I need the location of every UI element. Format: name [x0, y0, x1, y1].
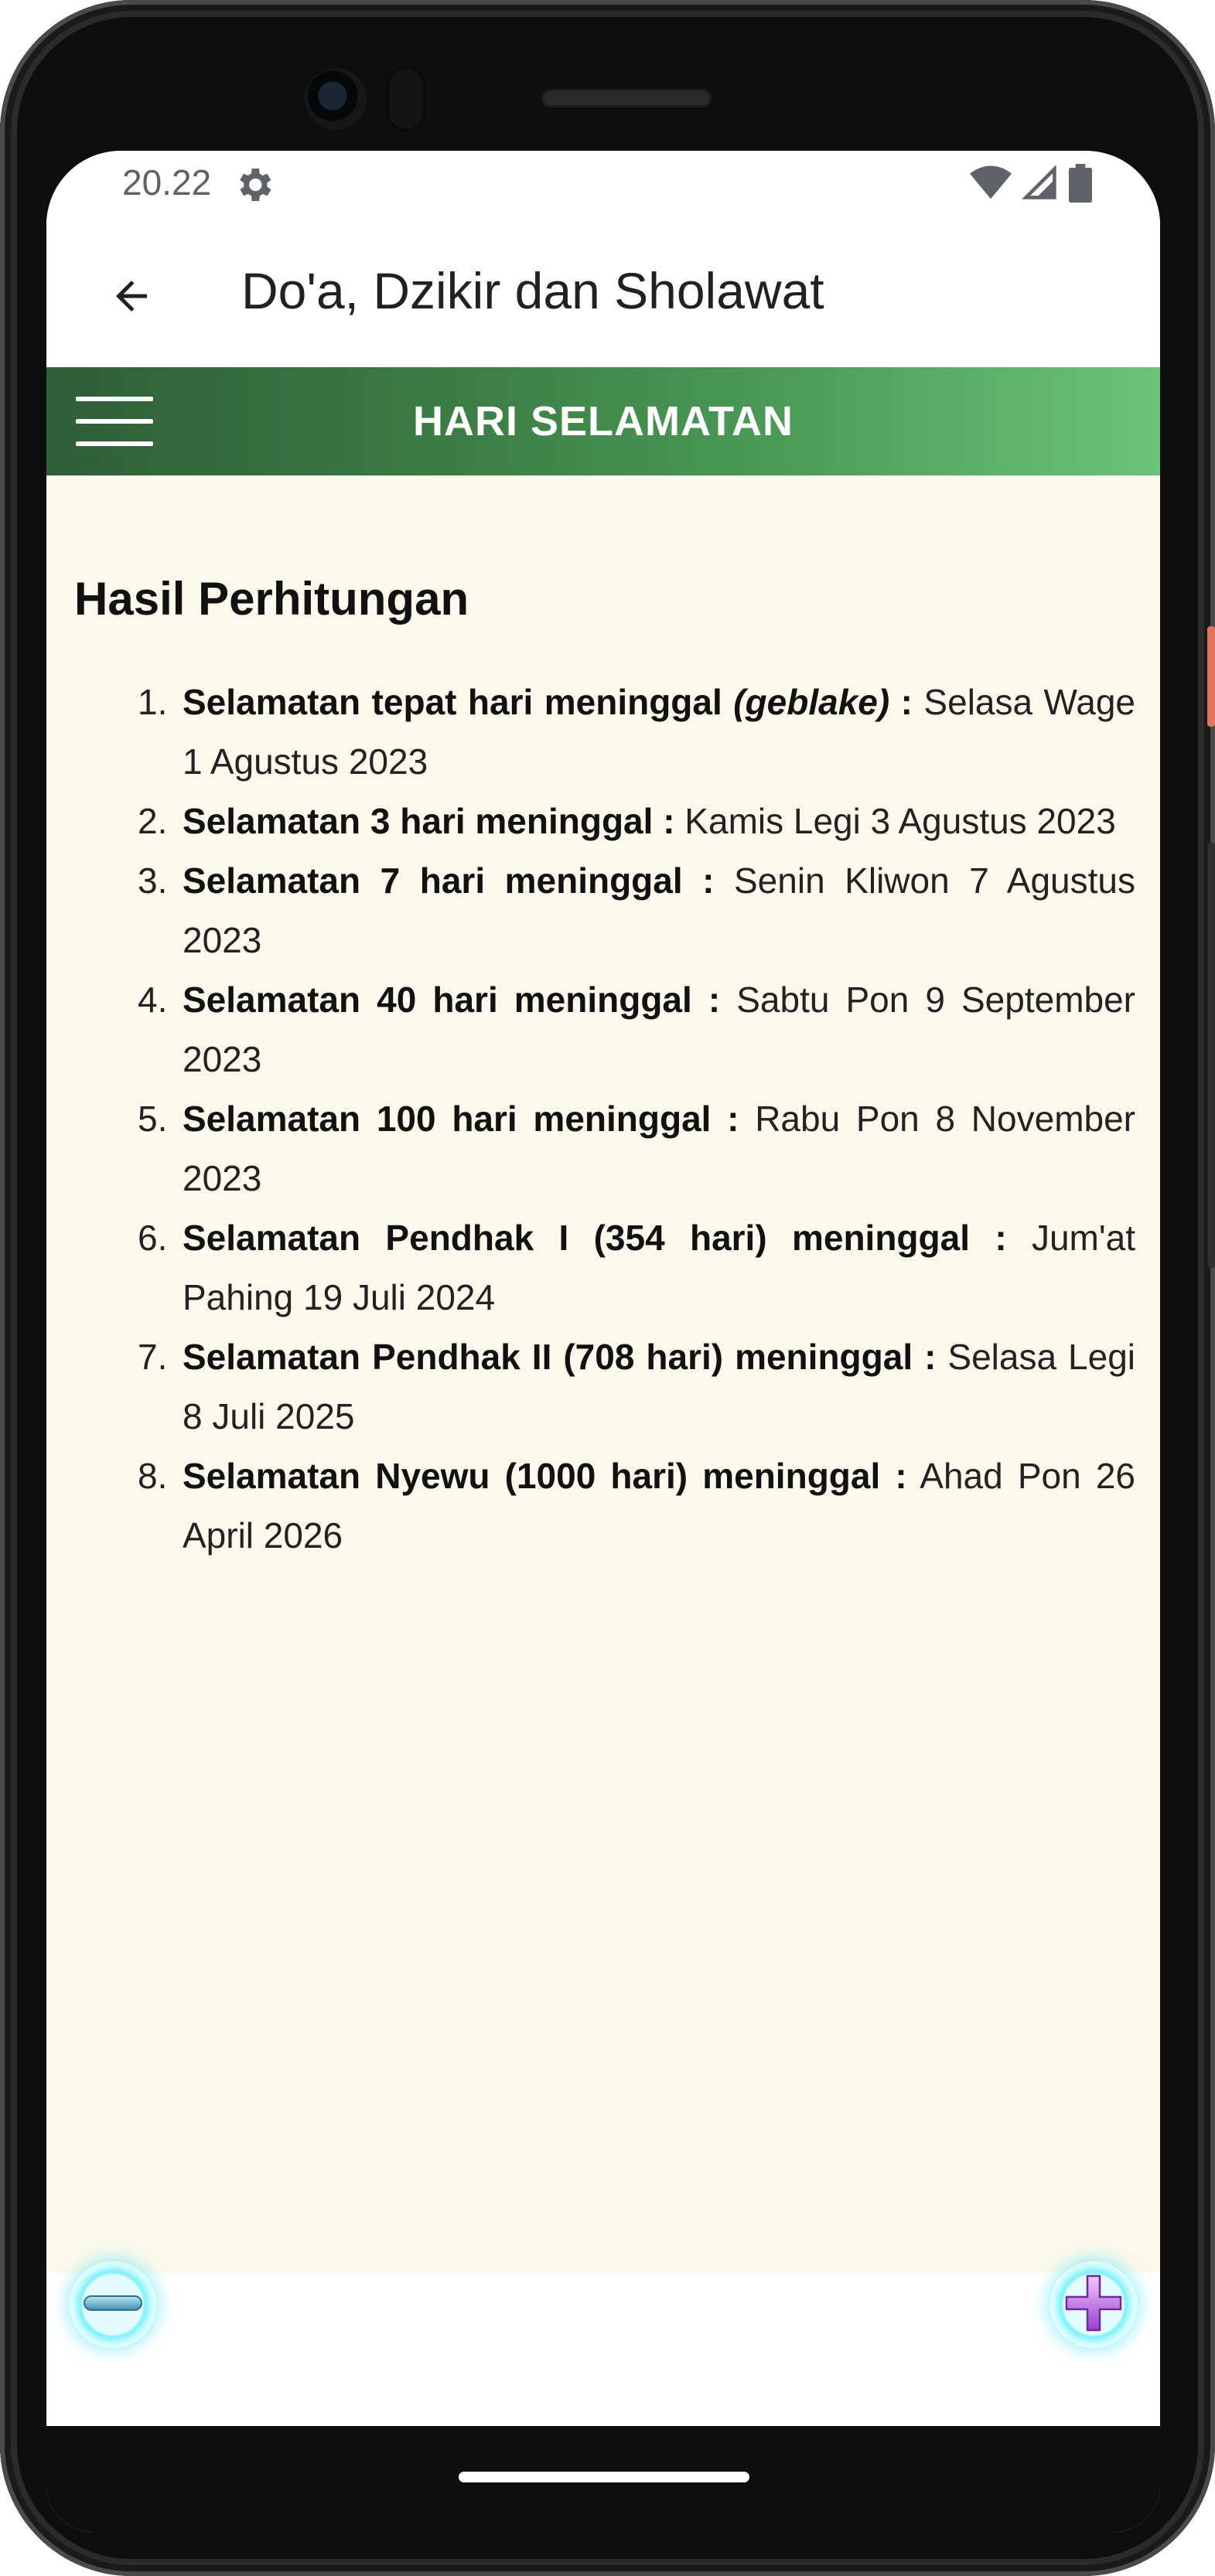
- list-item: [46, 1208, 1160, 1327]
- item-number: 4.: [138, 980, 168, 1020]
- list-item: [46, 1327, 1160, 1446]
- screen: [46, 151, 1160, 2532]
- item-label: Selamatan 3 hari meninggal :: [183, 801, 675, 841]
- minus-icon: [82, 2291, 144, 2319]
- item-date: Senin Kliwon 7 Agustus 2023: [183, 860, 1135, 960]
- volume-button: [1207, 843, 1215, 1268]
- item-date: Jum'at Pahing 19 Juli 2024: [183, 1218, 1136, 1317]
- item-date: Ahad Pon 26 April 2026: [183, 1456, 1135, 1555]
- hamburger-menu-icon[interactable]: [76, 397, 153, 446]
- item-number: 1.: [138, 682, 168, 722]
- item-date: Rabu Pon 8 November 2023: [183, 1099, 1135, 1198]
- item-number: 7.: [138, 1337, 168, 1377]
- item-date: Kamis Legi 3 Agustus 2023: [674, 801, 1116, 841]
- item-number: 6.: [138, 1218, 168, 1258]
- earpiece-speaker: [541, 89, 712, 107]
- status-time: 20.22: [122, 162, 212, 203]
- section-header: [46, 367, 1160, 475]
- front-camera: [305, 68, 367, 130]
- home-indicator[interactable]: [459, 2472, 749, 2482]
- back-button[interactable]: [93, 259, 170, 336]
- camera-sensor: [387, 66, 425, 131]
- item-label: Selamatan 40 hari meninggal :: [183, 980, 721, 1020]
- item-date: Selasa Wage 1 Agustus 2023: [183, 682, 1135, 782]
- item-date: Selasa Legi 8 Juli 2025: [183, 1337, 1135, 1436]
- zoom-out-button[interactable]: [70, 2261, 156, 2348]
- plus-icon: [1063, 2273, 1124, 2337]
- status-icons: [970, 163, 1092, 206]
- item-number: 8.: [138, 1456, 168, 1496]
- settings-gear-icon: [232, 163, 275, 206]
- item-date: Sabtu Pon 9 September 2023: [183, 980, 1136, 1079]
- item-label: Selamatan Pendhak II (708 hari) meninggal :: [183, 1337, 937, 1377]
- item-label: Selamatan 100 hari meninggal :: [183, 1099, 739, 1139]
- item-label: Selamatan tepat hari meninggal (geblake) :: [183, 682, 913, 722]
- app-title: Do'a, Dzikir dan Sholawat: [241, 262, 824, 319]
- item-number: 3.: [138, 860, 168, 901]
- list-item: [46, 792, 1160, 851]
- battery-icon: [1069, 164, 1092, 206]
- results-panel: [46, 475, 1160, 2273]
- section-title: HARI SELAMATAN: [413, 398, 794, 445]
- item-number: 2.: [138, 801, 168, 841]
- item-label: Selamatan 7 hari meninggal :: [183, 860, 715, 901]
- cell-signal-icon: [1022, 165, 1058, 205]
- item-label: Selamatan Nyewu (1000 hari) meninggal :: [183, 1456, 907, 1496]
- zoom-in-button[interactable]: [1050, 2261, 1137, 2348]
- list-item: [46, 1089, 1160, 1208]
- list-item: [46, 673, 1160, 792]
- list-item: [46, 970, 1160, 1089]
- item-number: 5.: [138, 1099, 168, 1139]
- list-item: [46, 851, 1160, 970]
- item-label-italic: (geblake): [733, 682, 890, 722]
- wifi-icon: [970, 165, 1012, 205]
- results-heading: Hasil Perhitungan: [74, 573, 469, 625]
- power-button: [1207, 626, 1215, 727]
- results-list: [46, 673, 1160, 1566]
- item-label: Selamatan Pendhak I (354 hari) meninggal :: [183, 1218, 1007, 1258]
- list-item: [46, 1446, 1160, 1566]
- status-bar: [46, 151, 1160, 216]
- app-bar: [46, 216, 1160, 367]
- arrow-left-icon: [108, 273, 155, 323]
